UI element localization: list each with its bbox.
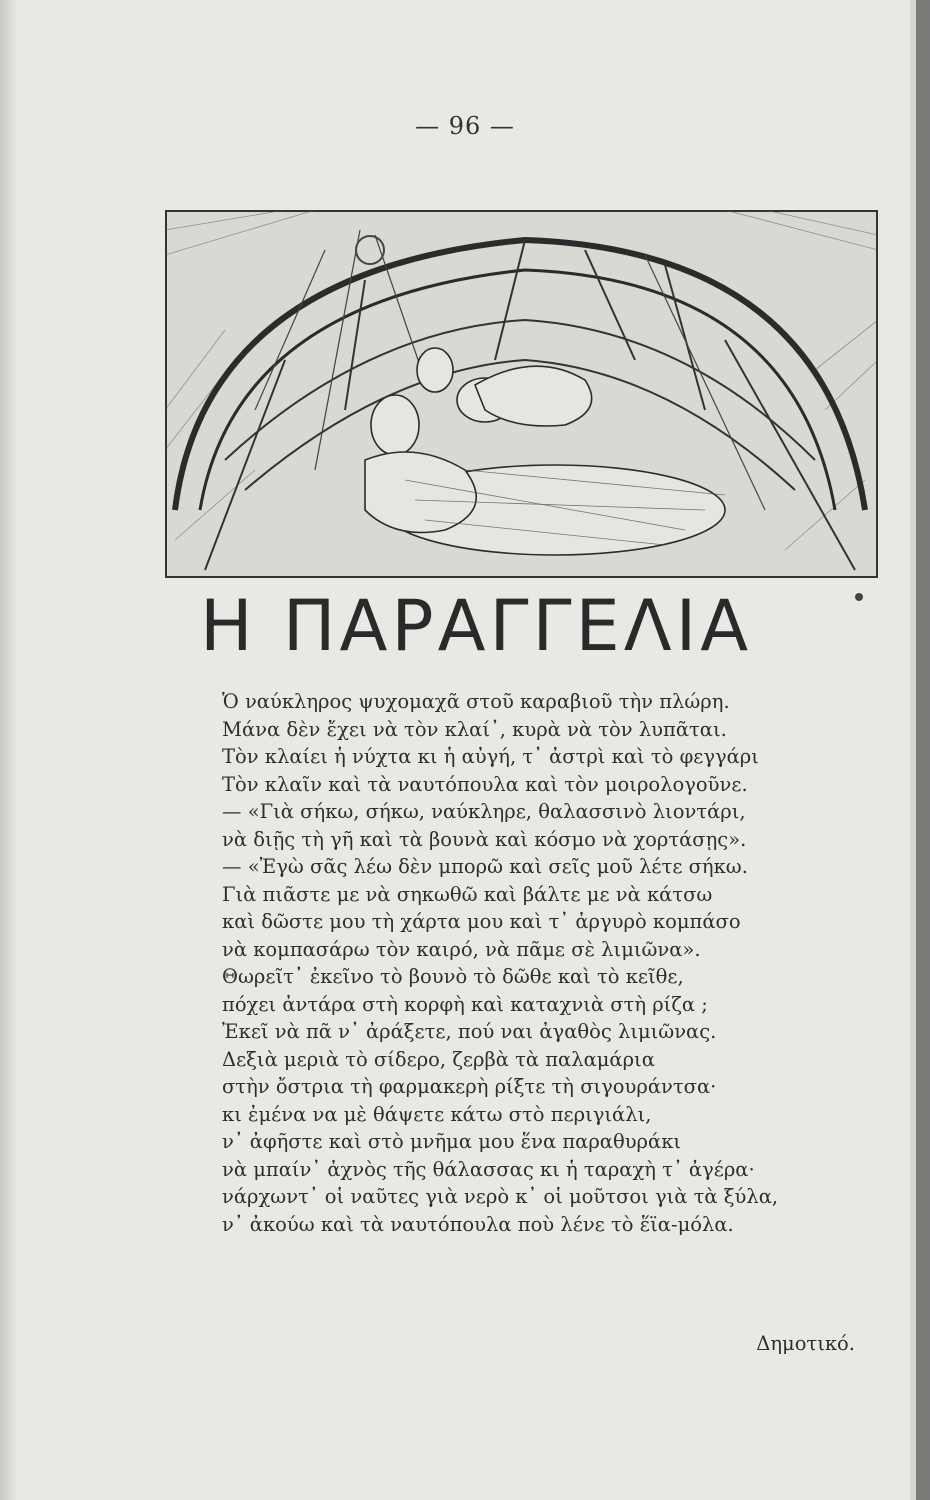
poem-text bbox=[222, 688, 862, 1238]
poem-attribution: Δημοτικό. bbox=[756, 1332, 855, 1355]
page-number: — 96 — bbox=[415, 112, 515, 140]
poem-line: Ἐκεῖ νὰ πᾶ ν᾽ ἀράξετε, πού ναι ἀγαθὸς λιμιῶνας. bbox=[222, 1020, 717, 1043]
poem-line: Μάνα δὲν ἔχει νὰ τὸν κλαί᾽, κυρὰ νὰ τὸν λυπᾶται. bbox=[222, 717, 727, 741]
poem-line: κι ἐμένα να μὲ θάψετε κάτω στὸ περιγιάλι, bbox=[222, 1102, 652, 1126]
poem-line: νὰ κομπασάρω τὸν καιρό, νὰ πᾶμε σὲ λιμιῶνα». bbox=[222, 937, 701, 961]
woodcut-illustration bbox=[165, 210, 878, 578]
poem-line: — «Γιὰ σήκω, σήκω, ναύκληρε, θαλασσινὸ λιοντάρι, bbox=[222, 800, 746, 823]
page-title: Η ΠΑΡΑΓΓΕΛΙΑ bbox=[200, 585, 753, 667]
poem-line: νὰ διῇς τὴ γῆ καὶ τὰ βουνὰ καὶ κόσμο νὰ χορτάσῃς». bbox=[222, 827, 747, 851]
poem-line: ν᾽ ἀκούω καὶ τὰ ναυτόπουλα ποὺ λένε τὸ ἕϊα-μόλα. bbox=[222, 1212, 734, 1236]
poem-line: Τὸν κλαίει ἡ νύχτα κι ἡ αὐγή, τ᾽ ἀστρὶ καὶ τὸ φεγγάρι bbox=[222, 745, 759, 768]
scan-border bbox=[916, 0, 930, 1500]
poem-line: — «Ἐγὼ σᾶς λέω δὲν μπορῶ καὶ σεῖς μοῦ λέτε σήκω. bbox=[222, 855, 748, 878]
poem-line: νάρχωντ᾽ οἱ ναῦτες γιὰ νερὸ κ᾽ οἱ μοῦτσοι γιὰ τὰ ξύλα, bbox=[222, 1185, 779, 1208]
poem-line: στὴν ὄστρια τὴ φαρμακερὴ ρίξτε τὴ σιγουράντσα· bbox=[222, 1075, 717, 1098]
poem-line: Ὁ ναύκληρος ψυχομαχᾶ στοῦ καραβιοῦ τὴν πλώρη. bbox=[222, 690, 730, 713]
poem-line: νὰ μπαίν᾽ ἀχνὸς τῆς θάλασσας κι ἡ ταραχὴ τ᾽ ἀγέρα· bbox=[222, 1157, 755, 1181]
poem-line: Γιὰ πιᾶστε με νὰ σηκωθῶ καὶ βάλτε με νὰ κάτσω bbox=[222, 882, 713, 906]
poem-line: Θωρεῖτ᾽ ἐκεῖνο τὸ βουνὸ τὸ δῶθε καὶ τὸ κεῖθε, bbox=[222, 965, 684, 988]
page-edge-shadow bbox=[0, 0, 18, 1500]
poem-line: πόχει ἀντάρα στὴ κορφὴ καὶ καταχνιὰ στὴ ρίζα ; bbox=[222, 992, 708, 1016]
poem-line: Τὸν κλαῖν καὶ τὰ ναυτόπουλα καὶ τὸν μοιρολογοῦνε. bbox=[222, 772, 748, 796]
woodcut-boat-scene-icon bbox=[165, 210, 878, 578]
poem-line: ν᾽ ἀφῆστε καὶ στὸ μνῆμα μου ἕνα παραθυράκι bbox=[222, 1130, 682, 1153]
poem-line: καὶ δῶστε μου τὴ χάρτα μου καὶ τ᾽ ἀργυρὸ κομπάσο bbox=[222, 910, 741, 933]
poem-line: Δεξιὰ μεριὰ τὸ σίδερο, ζερβὰ τὰ παλαμάρια bbox=[222, 1047, 655, 1071]
ink-dot bbox=[855, 593, 863, 601]
